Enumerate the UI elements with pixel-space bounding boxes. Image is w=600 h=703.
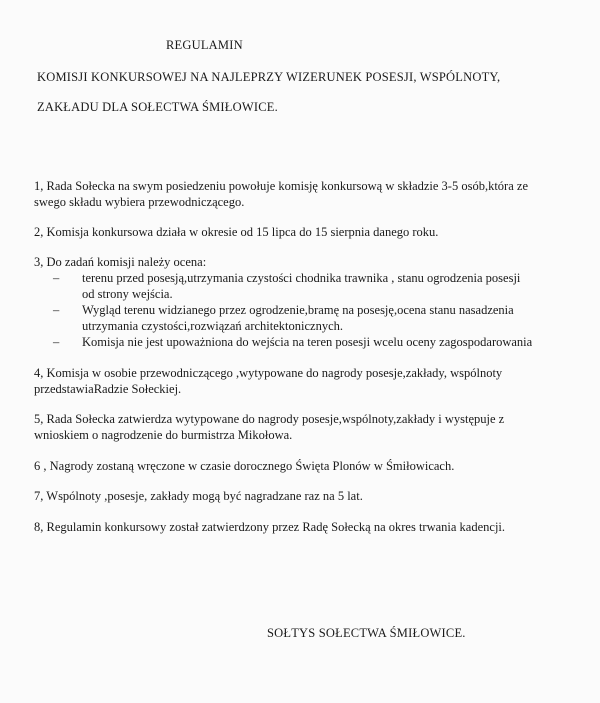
paragraph-7: 7, Wspólnoty ,posesje, zakłady mogą być nagradzane raz na 5 lat. bbox=[34, 489, 363, 503]
paragraph-2: 2, Komisja konkursowa działa w okresie od 15 lipca do 15 sierpnia danego roku. bbox=[34, 225, 439, 239]
paragraph-3-intro: 3, Do zadań komisji należy ocena: bbox=[34, 255, 207, 269]
paragraph-1-line-1: 1, Rada Sołecka na swym posiedzeniu powołuje komisję konkursową w składzie 3-5 osób,która ze bbox=[34, 179, 528, 193]
paragraph-1-line-2: swego składu wybiera przewodniczącego. bbox=[34, 195, 245, 209]
signature-line: SOŁTYS SOŁECTWA ŚMIŁOWICE. bbox=[267, 626, 466, 640]
bullet-dash: – bbox=[53, 303, 60, 317]
page-title: REGULAMIN bbox=[166, 38, 243, 52]
paragraph-4-line-1: 4, Komisja w osobie przewodniczącego ,wytypowane do nagrody posesje,zakłady, wspólnoty bbox=[34, 366, 503, 380]
paragraph-5-line-1: 5, Rada Sołecka zatwierdza wytypowane do nagrody posesje,wspólnoty,zakłady i występuje z bbox=[34, 412, 505, 426]
subtitle-line-2: ZAKŁADU DLA SOŁECTWA ŚMIŁOWICE. bbox=[37, 100, 278, 114]
bullet-dash: – bbox=[53, 271, 60, 285]
paragraph-6: 6 , Nagrody zostaną wręczone w czasie dorocznego Święta Plonów w Śmiłowicach. bbox=[34, 459, 455, 473]
subtitle-line-1: KOMISJI KONKURSOWEJ NA NAJLEPRZY WIZERUNEK POSESJI, WSPÓLNOTY, bbox=[37, 70, 501, 84]
bullet-1-line-1: terenu przed posesją,utrzymania czystości chodnika trawnika , stanu ogrodzenia posesji bbox=[82, 271, 521, 285]
bullet-1-line-2: od strony wejścia. bbox=[82, 287, 173, 301]
bullet-2-line-2: utrzymania czystości,rozwiązań architektonicznych. bbox=[82, 319, 343, 333]
paragraph-4-line-2: przedstawiaRadzie Sołeckiej. bbox=[34, 382, 182, 396]
paragraph-5-line-2: wnioskiem o nagrodzenie do burmistrza Mikołowa. bbox=[34, 428, 293, 442]
bullet-dash: – bbox=[53, 335, 60, 349]
paragraph-8: 8, Regulamin konkursowy został zatwierdzony przez Radę Sołecką na okres trwania kadencji. bbox=[34, 520, 506, 534]
bullet-2-line-1: Wygląd terenu widzianego przez ogrodzenie,bramę na posesję,ocena stanu nasadzenia bbox=[82, 303, 514, 317]
bullet-3-line-1: Komisja nie jest upoważniona do wejścia na teren posesji wcelu oceny zagospodarowania bbox=[82, 335, 533, 349]
